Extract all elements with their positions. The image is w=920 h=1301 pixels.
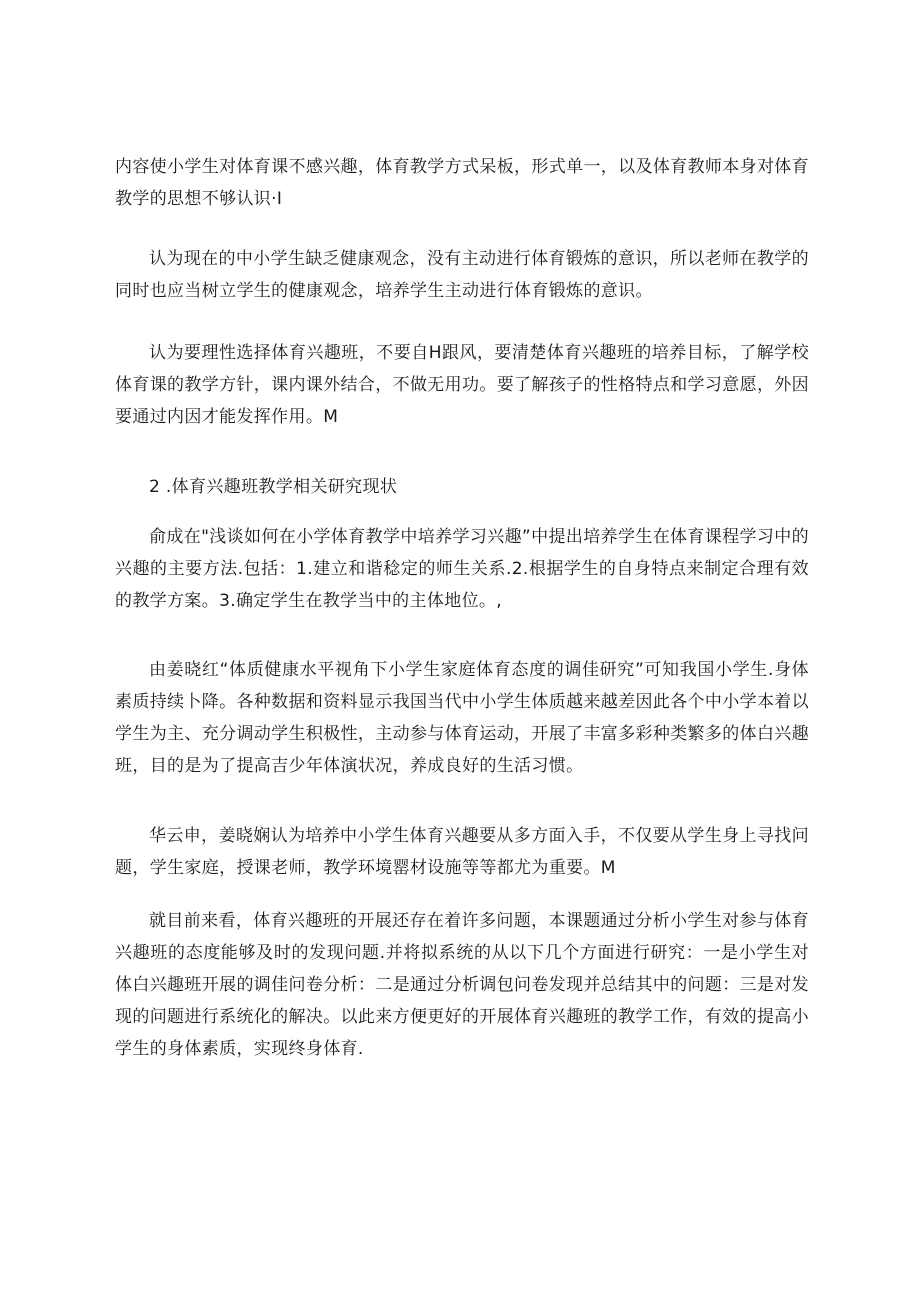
paragraph-7: 就目前来看，体育兴趣班的开展还存在着许多问题，本课题通过分析小学生对参与体育兴趣班的态度能够及时的发现问题.并将拟系统的从以下几个方面进行研究：一是小学生对体白兴趣班开展的调佳问卷分析：二是通过分析调包问卷发现并总结其中的问题：三是对发现的问题进行系统化的解决。以此来方便更好的开展体育兴趣班的教学工作，有效的提高小学生的身体素质，实现终身体育.	[115, 911, 809, 1059]
paragraph-6: 华云申，姜晓娴认为培养中小学生体育兴趣要从多方面入手，不仅要从学生身上寻找问题，学生家庭，授课老师，教学环境罂材设施等等都尤为重要。M	[115, 826, 809, 878]
section-heading: 2 .体育兴趣班教学相关研究现状	[149, 477, 398, 497]
paragraph-2: 认为现在的中小学生缺乏健康观念，没有主动进行体育锻炼的意识，所以老师在教学的同时也应当树立学生的健康观念，培养学生主动进行体育锻炼的意识。	[115, 249, 809, 301]
paragraph-5: 由姜晓红“体质健康水平视角下小学生家庭体育态度的调佳研究”可知我国小学生.身体素质持续卜降。各种数据和资料显示我国当代中小学生体质越来越差因此各个中小学本着以学生为主、充分调动学生积极性，主动参与体育运动，开展了丰富多彩种类繁多的体白兴趣班，目的是为了提高吉少年体演状况，养成良好的生活习惯。	[115, 660, 809, 776]
paragraph-4: 俞成在"浅谈如何在小学体育教学中培养学习兴趣”中提出培养学生在体育课程学习中的兴趣的主要方法.包括：1.建立和谐稔定的师生关系.2.根据学生的自身特点来制定合理有效的教学方案。3.确定学生在教学当中的主体地位。,	[115, 527, 809, 611]
paragraph-1: 内容使小学生对体育课不感兴趣，体育教学方式呆板，形式单一，以及体育教师本身对体育教学的思想不够认识·I	[115, 157, 809, 209]
paragraph-3: 认为要理性选择体育兴趣班，不要自H跟风，要清楚体育兴趣班的培养目标，了解学校体育课的教学方针，课内课外结合，不做无用功。要了解孩子的性格特点和学习意愿，外因要通过内因才能发挥作用。M	[115, 343, 809, 427]
